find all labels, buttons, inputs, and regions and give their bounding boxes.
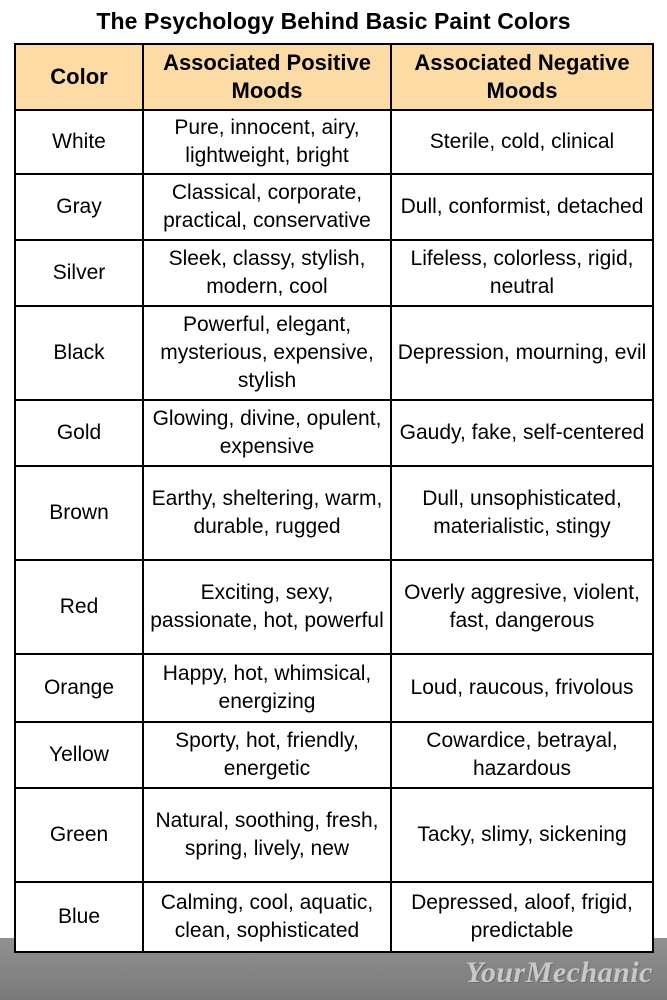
positive-moods-column-header: Associated Positive Moods <box>143 44 391 110</box>
table-row <box>15 306 653 400</box>
positive-moods-cell: Natural, soothing, fresh, spring, lively, new <box>143 788 391 882</box>
negative-moods-cell: Depression, mourning, evil <box>391 306 653 400</box>
positive-moods-cell: Classical, corporate, practical, conservative <box>143 174 391 240</box>
table-row <box>15 722 653 788</box>
table-row <box>15 400 653 466</box>
negative-moods-cell: Sterile, cold, clinical <box>391 110 653 174</box>
negative-moods-cell: Gaudy, fake, self-centered <box>391 400 653 466</box>
color-cell: White <box>15 110 143 174</box>
color-cell: Brown <box>15 466 143 560</box>
table-row <box>15 560 653 654</box>
positive-moods-cell: Exciting, sexy, passionate, hot, powerful <box>143 560 391 654</box>
color-cell: Silver <box>15 240 143 306</box>
color-cell: Green <box>15 788 143 882</box>
negative-moods-column-header: Associated Negative Moods <box>391 44 653 110</box>
table-row <box>15 110 653 174</box>
table-row <box>15 466 653 560</box>
table-header-row <box>15 44 653 110</box>
color-column-header: Color <box>15 44 143 110</box>
negative-moods-cell: Cowardice, betrayal, hazardous <box>391 722 653 788</box>
yourmechanic-watermark-logo: YourMechanic <box>465 956 653 989</box>
negative-moods-cell: Lifeless, colorless, rigid, neutral <box>391 240 653 306</box>
positive-moods-cell: Sleek, classy, stylish, modern, cool <box>143 240 391 306</box>
table-row <box>15 240 653 306</box>
color-cell: Red <box>15 560 143 654</box>
negative-moods-cell: Dull, unsophisticated, materialistic, stingy <box>391 466 653 560</box>
negative-moods-cell: Dull, conformist, detached <box>391 174 653 240</box>
positive-moods-cell: Happy, hot, whimsical, energizing <box>143 654 391 722</box>
color-cell: Gold <box>15 400 143 466</box>
table-row <box>15 788 653 882</box>
paint-colors-table <box>14 43 654 953</box>
page-title: The Psychology Behind Basic Paint Colors <box>96 8 571 34</box>
positive-moods-cell: Earthy, sheltering, warm, durable, rugged <box>143 466 391 560</box>
positive-moods-cell: Glowing, divine, opulent, expensive <box>143 400 391 466</box>
negative-moods-cell: Overly aggresive, violent, fast, dangerous <box>391 560 653 654</box>
positive-moods-cell: Pure, innocent, airy, lightweight, bright <box>143 110 391 174</box>
color-cell: Blue <box>15 882 143 952</box>
negative-moods-cell: Loud, raucous, frivolous <box>391 654 653 722</box>
positive-moods-cell: Calming, cool, aquatic, clean, sophisticated <box>143 882 391 952</box>
positive-moods-cell: Sporty, hot, friendly, energetic <box>143 722 391 788</box>
table-row <box>15 654 653 722</box>
color-cell: Black <box>15 306 143 400</box>
negative-moods-cell: Tacky, slimy, sickening <box>391 788 653 882</box>
color-cell: Orange <box>15 654 143 722</box>
color-cell: Gray <box>15 174 143 240</box>
negative-moods-cell: Depressed, aloof, frigid, predictable <box>391 882 653 952</box>
color-cell: Yellow <box>15 722 143 788</box>
table-row <box>15 174 653 240</box>
positive-moods-cell: Powerful, elegant, mysterious, expensive, stylish <box>143 306 391 400</box>
table-row <box>15 882 653 952</box>
